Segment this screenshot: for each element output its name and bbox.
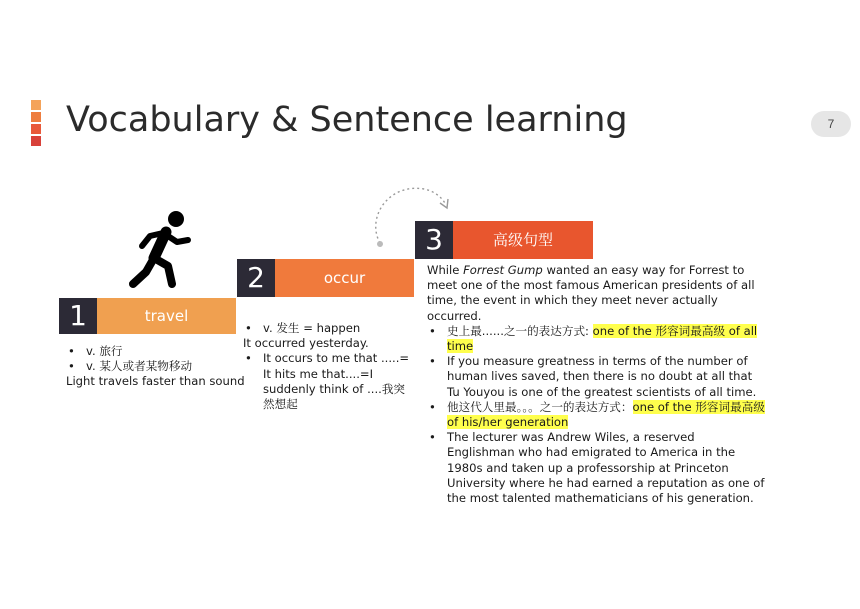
list-item <box>427 324 765 354</box>
pattern-label: 史上最......之一的表达方式: <box>447 323 593 338</box>
list-item: • v. 旅行 <box>66 344 241 359</box>
intro-text: wanted an easy way for Forrest to meet one of the most famous American presidents of all time, the event in which they meet never actually occurred. <box>427 263 755 323</box>
step-3-number: 3 <box>415 221 453 259</box>
step-1-label: travel <box>97 298 236 334</box>
title-accent-bar <box>31 136 41 146</box>
highlighted-pattern: one of the 形容词最高级 of his/her generation <box>447 399 765 430</box>
step-1-number: 1 <box>59 298 97 334</box>
title-accent-bar <box>31 112 41 122</box>
slide-title: Vocabulary & Sentence learning <box>66 100 628 140</box>
pattern-label: 他这代人里最。。。之一的表达方式： <box>447 399 633 414</box>
list-item: • v. 某人或者某物移动 <box>66 359 241 374</box>
step-2-label: occur <box>275 259 414 297</box>
list-item <box>427 400 765 430</box>
list-item: • If you measure greatness in terms of the number of human lives saved, then there is no doubt at all that Tu Youyou is one of the greatest scientists of all time. <box>427 354 765 400</box>
list-item: • The lecturer was Andrew Wiles, a reserved Englishman who had emigrated to America in the 1980s and taken up a professorship at Princeton University where he had earned a reputation as one of the most talented mathematicians of his generation. <box>427 430 765 506</box>
highlighted-pattern: one of the 形容词最高级 of all time <box>447 323 758 354</box>
list-item: • v. 发生 = happen <box>243 321 415 336</box>
list-item: • It occurs to me that .....= It hits me that....=I suddenly think of ....我突然想起 <box>243 351 415 412</box>
step-2-notes <box>243 321 415 412</box>
movie-title: Forrest Gump <box>463 263 543 277</box>
runner-icon <box>128 210 194 288</box>
step-3-notes <box>427 263 765 506</box>
page-number: 7 <box>811 111 851 137</box>
step-2-number: 2 <box>237 259 275 297</box>
example-sentence: It occurred yesterday. <box>243 336 369 351</box>
title-accent-bar <box>31 100 41 110</box>
step-1-notes <box>66 344 245 390</box>
intro-text: While <box>427 263 464 277</box>
example-sentence: Light travels faster than sound <box>66 374 245 389</box>
step-3-label: 高级句型 <box>453 221 593 259</box>
title-accent-bar <box>31 124 41 134</box>
intro-paragraph <box>427 263 765 324</box>
